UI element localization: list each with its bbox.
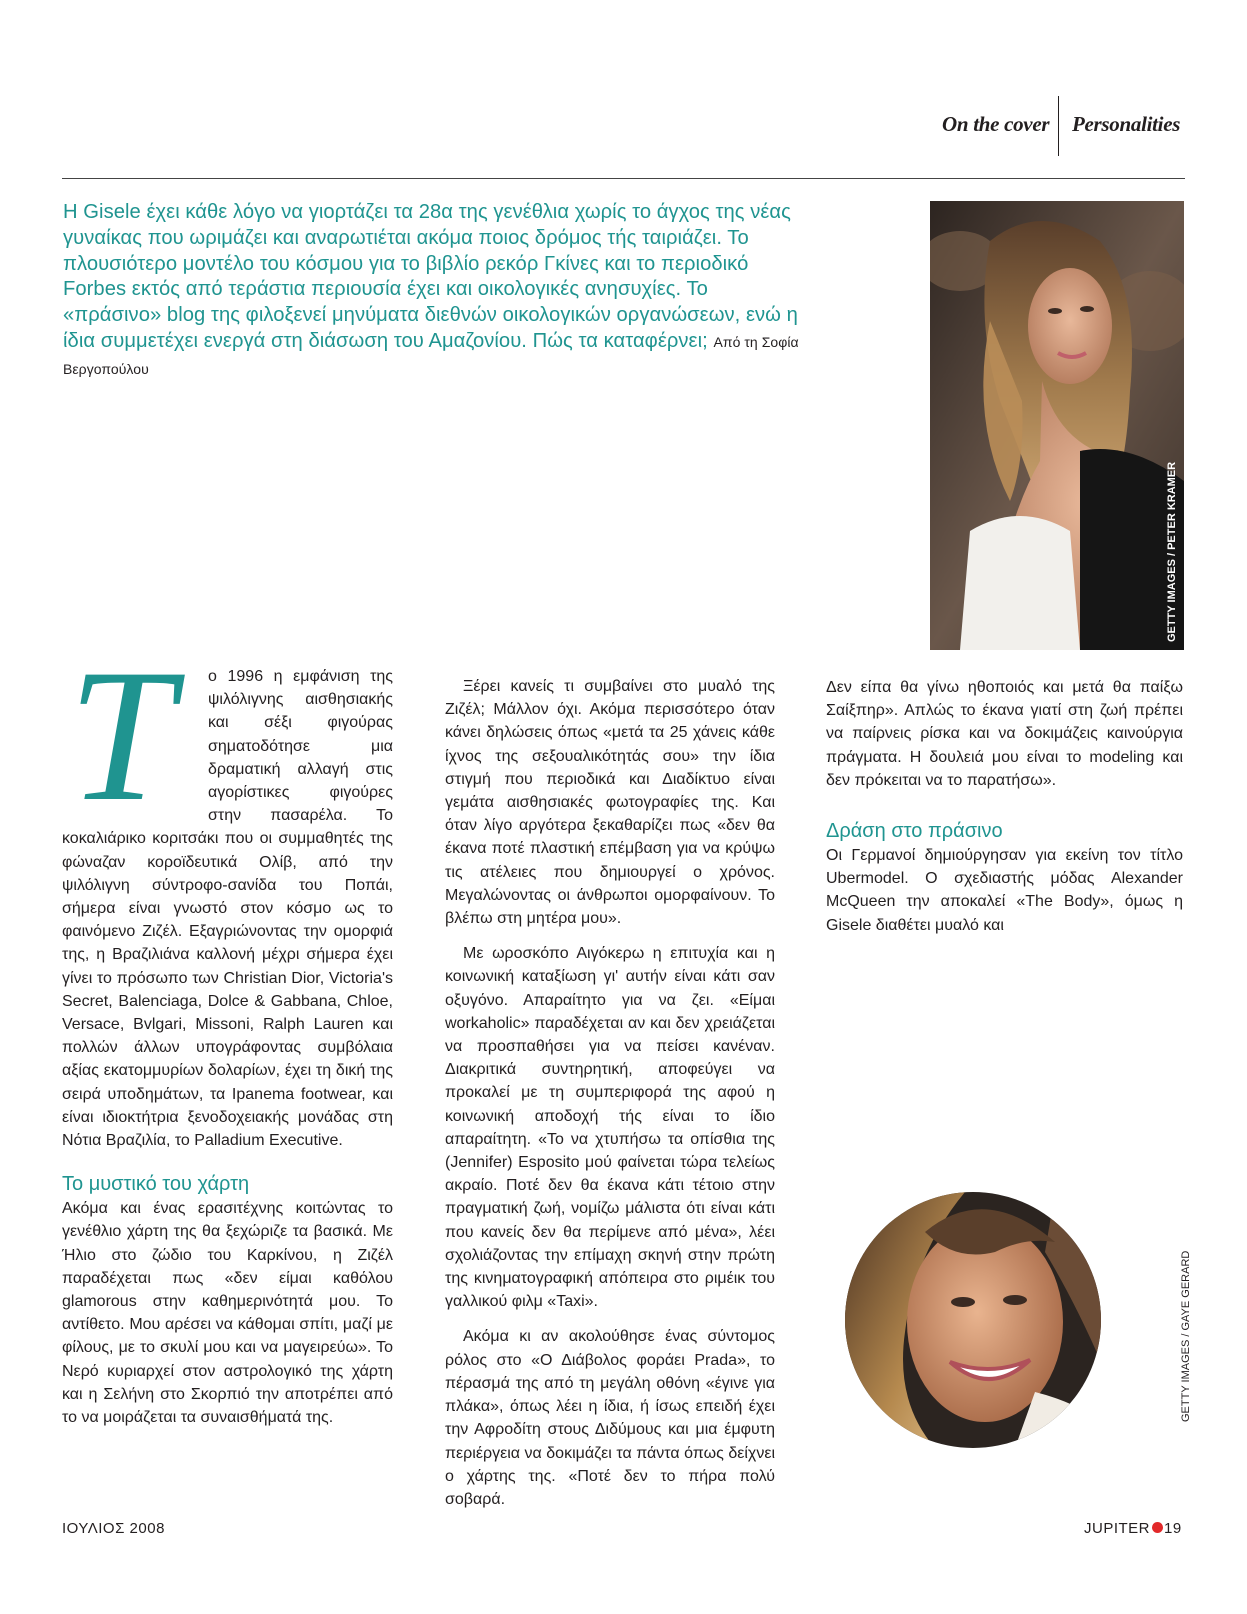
page-number: 19 — [1164, 1520, 1182, 1537]
intro-text: Η Gisele έχει κάθε λόγο να γιορτάζει τα 28α της γενέθλια χωρίς το άγχος της νέας γυναίκας που ωριμάζει και αναρωτιέται ακόμα ποιος δρόμος τής ταιριάζει. Το πλουσιότερο μοντέλο του κόσμου για το βιβλίο ρεκόρ Γκίνες και το περιοδικό Forbes εκτός από τεράστια περιουσία έχει και οικολογικές ανησυχίες. Το «πράσινο» blog της φιλοξενεί μηνύματα διεθνών οικολογικών οργανώσεων, ενώ η ίδια συμμετέχει ενεργά στη διάσωση του Αμαζονίου. Πώς τα καταφέρνει; — [63, 201, 798, 352]
col2-paragraph-2: Με ωροσκόπο Αιγόκερω η επιτυχία και η κοινωνική καταξίωση γι' αυτήν είναι κάτι σαν οξυγόνο. Απαραίτητο για να ζει. «Είμαι workaholic» παραδέχεται αν και δεν χρειάζεται να προσπαθήσει για να πείσει κανέναν. Διακριτικά συντηρητική, αποφεύγει να προκαλεί με τη συμπεριφορά της αφού η κοινωνική αποδοχή τής είναι το ίδιο απαραίτητη. «Το να χτυπήσω τα οπίσθια της (Jennifer) Esposito μού φαίνεται τώρα τελείως ακραίο. Ποτέ δεν θα έκανα κάτι τέτοιο στην πραγματική ζωή, νομίζω μάλιστα ότι είναι κάτι που κανείς δεν θα περίμενε από μένα», λέει σχολιάζοντας την επίμαχη σκηνή στην πρώτη της κινηματογραφική απόπειρα στο ριμέικ του γαλλικού φιλμ «Taxi». — [445, 945, 775, 1311]
cover-photo — [930, 201, 1184, 650]
cover-photo-illustration — [930, 201, 1184, 650]
red-dot-icon — [1152, 1522, 1163, 1533]
photo-credit-bottom: GETTY IMAGES / GAYE GERARD — [1180, 1250, 1192, 1422]
column-1 — [62, 665, 393, 1429]
smile-photo-illustration — [845, 1192, 1101, 1448]
column-3 — [826, 676, 1183, 937]
col2-paragraph-1: Ξέρει κανείς τι συμβαίνει στο μυαλό της Ζιζέλ; Μάλλον όχι. Ακόμα περισσότερο όταν κάνει δηλώσεις όπως «μετά τα 25 χάνεις κάθε ίχνος της σεξουαλικότητάς σου» την ίδια στιγμή που περιοδικά και Διαδίκτυο είναι γεμάτα αισθησιακές φωτογραφίες της. Και όταν λίγο αργότερα ξεκαθαρίζει πως «δεν θα έκανα ποτέ πλαστική επέμβαση για να κρύψω τις ατέλειες που δημιουργεί ο χρόνος. Μεγαλώνοντας οι άνθρωποι ομορφαίνουν. Το βλέπω στη μητέρα μου». — [445, 678, 775, 928]
col2-paragraph-3: Ακόμα κι αν ακολούθησε ένας σύντομος ρόλος στο «Ο Διάβολος φοράει Prada», το πέρασμά της από τη μεγάλη οθόνη «έγινε για πλάκα», όπως λέει η ίδια, ή ίσως επειδή έχει την Αφροδίτη στους Διδύμους και μια έμφυτη περιέργεια να δοκιμάζει τα πάντα όπως δείχνει ο χάρτης της. «Ποτέ δεν το πήρα πολύ σοβαρά. — [445, 1328, 775, 1508]
photo-credit-top: GETTY IMAGES / PETER KRAMER — [1166, 461, 1178, 642]
magazine-name: JUPITER — [1084, 1520, 1151, 1537]
col3-paragraph-1: Δεν είπα θα γίνω ηθοποιός και μετά θα παίξω Σαίξπηρ». Απλώς το έκανα γιατί στη ζωή πρέπει να παίρνεις ρίσκα και να δοκιμάζεις καινούργια πράγματα. Η δουλειά μου είναι το modeling και δεν πρόκειται να το παρατήσω». — [826, 679, 1183, 789]
column-2 — [445, 675, 775, 1511]
issue-date: ΙΟΥΛΙΟΣ 2008 — [62, 1520, 165, 1537]
col1-paragraph-2: Ακόμα και ένας ερασιτέχνης κοιτώντας το γενέθλιο χάρτη της θα ξεχώριζε τα βασικά. Με Ήλιο στο ζώδιο του Καρκίνου, η Ζιζέλ παραδέχεται πως «δεν είμαι καθόλου glamorous στην καθημερινότητά μου. Το αντίθετο. Μου αρέσει να κάθομαι σπίτι, μαζί με φίλους, με το σκυλί μου και να μαγειρεύω». Το Νερό κυριαρχεί στον αστρολογικό της χάρτη και η Σελήνη στο Σκορπιό την αποτρέπει από το να μοιράζεται τα συναισθήματά της. — [62, 1200, 393, 1427]
intro-lead — [63, 200, 803, 383]
drop-cap-letter: Τ — [68, 665, 174, 813]
folio — [1084, 1520, 1182, 1537]
col1-paragraph-1: ο 1996 η εμφάνιση της ψιλόλιγνης αισθησιακής και σέξι φιγούρας σηματοδότησε μια δραματική αλλαγή στις αγορίστικες φιγούρες στην πασαρέλα. Το κοκαλιάρικο κοριτσάκι που οι συμμαθητές της φώναζαν κοροϊδευτικά Ολίβ, από την ψιλόλιγνη σύντροφο-σανίδα του Ποπάι, σήμερα είναι γνωστό στον κόσμο ως το φαινόμενο Ζιζέλ. Εξαγριώνοντας την ομορφιά της, η Βραζιλιάνα καλλονή μέχρι σήμερα έχει γίνει το πρόσωπο των Christian Dior, Victoria's Secret, Balenciaga, Dolce & Gabbana, Chloe, Versace, Bvlgari, Missoni, Ralph Lauren και πολλών άλλων υπογράφοντας συμβόλαια αξίας εκατομμυρίων δολαρίων, έχει τη δική της σειρά υποδημάτων, τα Ipanema footwear, και είναι ιδιοκτήτρια ξενοδοχειακής μονάδας στη Νότια Βραζιλία, το Palladium Executive. — [62, 668, 393, 1150]
drop-cap — [58, 665, 204, 813]
subheading-green: Δράση στο πράσινο — [826, 820, 1003, 843]
section-personalities: Personalities — [1072, 112, 1181, 136]
header-rule — [62, 178, 1185, 179]
col3-paragraph-2: Οι Γερμανοί δημιούργησαν για εκείνη τον τίτλο Ubermodel. Ο σχεδιαστής μόδας Alexander McQueen την αποκαλεί «The Body», όμως η Gisele διαθέτει μυαλό και — [826, 847, 1183, 934]
section-on-the-cover: On the cover — [942, 112, 1050, 136]
header-divider — [1058, 96, 1059, 156]
smile-photo — [845, 1192, 1101, 1448]
subheading-secret: Το μυστικό του χάρτη — [62, 1173, 250, 1196]
byline: Από τη Σοφία Βεργοπούλου — [63, 333, 799, 377]
